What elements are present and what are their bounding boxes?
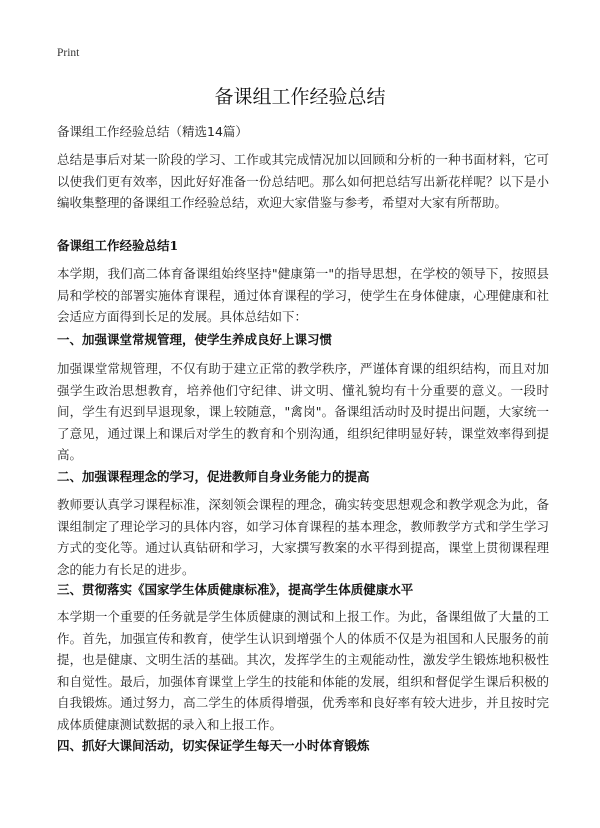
document-subtitle: 备课组工作经验总结（精选14篇） [57, 124, 248, 139]
item-heading-4: 四、抓好大课间活动，切实保证学生每天一小时体育锻炼 [57, 738, 370, 753]
intro-paragraph: 总结是事后对某一阶段的学习、工作或其完成情况加以回顾和分析的一种书面材料，它可以使我们更有效率，因此好好准备一份总结吧。那么如何把总结写出新花样呢？以下是小编收集整理的备课组工作经验总结，欢迎大家借鉴与参考，希望对大家有所帮助。 [57, 152, 549, 210]
print-link[interactable]: Print [57, 47, 80, 59]
item-heading-1: 一、加强课堂常规管理，使学生养成良好上课习惯 [57, 332, 333, 347]
page-title: 备课组工作经验总结 [214, 86, 386, 108]
item-body-3: 本学期一个重要的任务就是学生体质健康的测试和上报工作。为此，备课组做了大量的工作。首先，加强宣传和教育，使学生认识到增强个人的体质不仅是为祖国和人民服务的前提，也是健康、文明生活的基础。其次，发挥学生的主观能动性，激发学生锻炼地积极性和自觉性。最后，加强体育课堂上学生的技能和体能的发展，组织和督促学生课后积极的自我锻炼。通过努力，高二学生的体质得增强，优秀率和良好率有较大进步，并且按时完成体质健康测试数据的录入和上报工作。 [57, 609, 549, 732]
section-intro-paragraph: 本学期，我们高二体育备课组始终坚持"健康第一"的指导思想，在学校的领导下，按照县局和学校的部署实施体育课程，通过体育课程的学习，使学生在身体健康，心理健康和社会适应方面得到长足的发展。具体总结如下： [57, 266, 549, 324]
item-body-1: 加强课堂常规管理，不仅有助于建立正常的教学秩序，严谨体育课的组织结构，而且对加强学生政治思想教育，培养他们守纪律、讲文明、懂礼貌均有十分重要的意义。一段时间，学生有迟到早退现象，课上较随意，"禽岗"。备课组活动时及时提出问题，大家统一了意见，通过课上和课后对学生的教育和个别沟通，组织纪律明显好转，课堂效率得到提高。 [57, 361, 549, 462]
item-heading-2: 二、加强课程理念的学习，促进教师自身业务能力的提高 [57, 469, 370, 484]
section-title: 备课组工作经验总结1 [57, 238, 179, 253]
item-body-2: 教师要认真学习课程标准，深刻领会课程的理念，确实转变思想观念和教学观念为此，备课组制定了理论学习的具体内容，如学习体育课程的基本理念，教师教学方式和学生学习方式的变化等。通过认真钻研和学习，大家撰写教案的水平得到提高，课堂上贯彻课程理念的能力有长足的进步。 [57, 497, 549, 577]
item-heading-3: 三、贯彻落实《国家学生体质健康标准》，提高学生体质健康水平 [57, 582, 414, 597]
